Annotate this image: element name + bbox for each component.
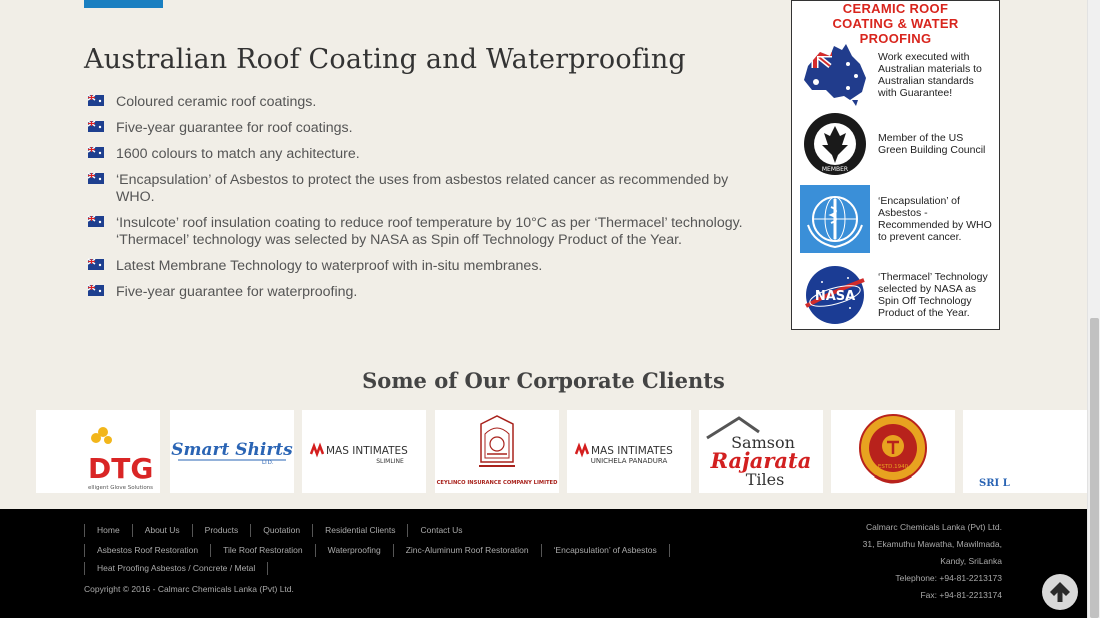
australia-flag-icon bbox=[88, 285, 104, 296]
footer bbox=[0, 509, 1087, 618]
svg-text:SRI L: SRI L bbox=[979, 478, 1010, 489]
footer-nav bbox=[84, 520, 724, 576]
side-text: Work executed with Australian materials to Australian standards with Guarantee! bbox=[878, 51, 982, 99]
australia-flag-icon bbox=[88, 173, 104, 184]
australia-flag-icon bbox=[88, 95, 104, 106]
australia-flag-icon bbox=[88, 216, 104, 227]
client-logo-ceylinco[interactable] bbox=[435, 410, 559, 493]
client-logo-finance[interactable] bbox=[831, 410, 955, 493]
svg-text:Rajarata: Rajarata bbox=[710, 448, 812, 473]
side-text: ‘Encapsulation’ of Asbestos - Recommended by WHO to prevent cancer. bbox=[878, 195, 992, 243]
footer-link-asbestos-roof-restoration[interactable]: Asbestos Roof Restoration bbox=[84, 544, 210, 557]
svg-text:NASA: NASA bbox=[814, 289, 856, 304]
side-banner[interactable] bbox=[791, 0, 1000, 330]
top-accent-bar bbox=[84, 0, 163, 8]
side-text: ‘Thermacel’ Technology selected by NASA as Spin Off Technology Product of the Year. bbox=[878, 271, 988, 319]
svg-text:Smart Shirts: Smart Shirts bbox=[171, 440, 293, 460]
nasa-logo-icon bbox=[799, 261, 871, 329]
clients-carousel[interactable] bbox=[84, 410, 1010, 494]
footer-link-waterproofing[interactable]: Waterproofing bbox=[315, 544, 393, 557]
list-item: Latest Membrane Technology to waterproof with in-situ membranes. bbox=[88, 258, 768, 275]
footer-link-quotation[interactable]: Quotation bbox=[250, 524, 312, 537]
who-logo-icon bbox=[799, 185, 871, 253]
footer-link-encapsulation[interactable]: ‘Encapsulation’ of Asbestos bbox=[541, 544, 670, 557]
australia-flag-icon bbox=[88, 259, 104, 270]
svg-text:UNICHELA PANADURA: UNICHELA PANADURA bbox=[590, 457, 668, 465]
australia-flag-icon bbox=[88, 147, 104, 158]
list-item: ‘Encapsulation’ of Asbestos to protect the uses from asbestos related cancer as recommended by WHO. bbox=[88, 172, 768, 206]
side-row-gbc bbox=[799, 110, 994, 178]
side-row-who bbox=[799, 185, 994, 253]
svg-text:MAS INTIMATES: MAS INTIMATES bbox=[591, 445, 673, 457]
footer-link-products[interactable]: Products bbox=[192, 524, 251, 537]
list-item: Five-year guarantee for waterproofing. bbox=[88, 284, 768, 301]
svg-text:ESTD.1940: ESTD.1940 bbox=[877, 464, 909, 470]
svg-text:CEYLINCO INSURANCE COMPANY LIM: CEYLINCO INSURANCE COMPANY LIMITED bbox=[436, 480, 558, 486]
svg-text:LTD.: LTD. bbox=[262, 460, 274, 466]
list-item: Coloured ceramic roof coatings. bbox=[88, 94, 768, 111]
address-line: 31, Ekamuthu Mawatha, Mawilmada, bbox=[862, 539, 1002, 549]
client-logo-smart-shirts[interactable] bbox=[170, 410, 294, 493]
feature-list bbox=[88, 94, 768, 310]
footer-link-about-us[interactable]: About Us bbox=[132, 524, 192, 537]
client-logo-mas-slimline[interactable] bbox=[302, 410, 426, 493]
svg-text:DTG: DTG bbox=[88, 452, 154, 485]
svg-text:Samson: Samson bbox=[731, 433, 795, 452]
address-line: Calmarc Chemicals Lanka (Pvt) Ltd. bbox=[865, 522, 1002, 532]
australia-flag-icon bbox=[88, 121, 104, 132]
australia-map-icon bbox=[799, 41, 871, 109]
copyright: Copyright © 2016 - Calmarc Chemicals Lanka (Pvt) Ltd. bbox=[84, 584, 294, 594]
green-building-council-icon bbox=[799, 110, 871, 178]
footer-link-residential-clients[interactable]: Residential Clients bbox=[312, 524, 407, 537]
company-address bbox=[863, 519, 1002, 604]
footer-link-zinc-aluminum[interactable]: Zinc-Aluminum Roof Restoration bbox=[393, 544, 541, 557]
list-item: Five-year guarantee for roof coatings. bbox=[88, 120, 768, 137]
telephone: Telephone: +94-81-2213173 bbox=[895, 573, 1002, 583]
side-row-australia bbox=[799, 41, 994, 109]
footer-link-tile-roof-restoration[interactable]: Tile Roof Restoration bbox=[210, 544, 315, 557]
side-text: Member of the US Green Building Council bbox=[878, 132, 986, 156]
list-item: 1600 colours to match any achitecture. bbox=[88, 146, 768, 163]
scroll-to-top-button[interactable] bbox=[1042, 574, 1078, 610]
fax: Fax: +94-81-2213174 bbox=[920, 590, 1002, 600]
footer-link-heat-proofing[interactable]: Heat Proofing Asbestos / Concrete / Metal bbox=[84, 562, 268, 575]
list-item: ‘Insulcote’ roof insulation coating to reduce roof temperature by 10°C as per ‘Thermacel’ technology. ‘Thermacel’ technology was selected by NASA as Spin off Technology Product of the Year. bbox=[88, 215, 768, 249]
scrollbar-thumb[interactable] bbox=[1090, 318, 1099, 618]
svg-text:MEMBER: MEMBER bbox=[821, 166, 849, 173]
page-title: Australian Roof Coating and Waterproofing bbox=[84, 44, 686, 75]
side-banner-title: CERAMIC ROOF COATING & WATER PROOFING bbox=[832, 1, 959, 46]
svg-text:SLIMLINE: SLIMLINE bbox=[376, 458, 404, 465]
svg-text:elligent Glove Solutions: elligent Glove Solutions bbox=[88, 485, 154, 491]
side-row-nasa bbox=[799, 261, 994, 329]
client-logo-mas-unichela[interactable] bbox=[567, 410, 691, 493]
svg-text:Tiles: Tiles bbox=[745, 470, 785, 489]
svg-text:MAS INTIMATES: MAS INTIMATES bbox=[326, 445, 408, 457]
arrow-up-icon bbox=[1047, 579, 1073, 605]
footer-link-contact-us[interactable]: Contact Us bbox=[407, 524, 474, 537]
client-logo-samson-rajarata[interactable] bbox=[699, 410, 823, 493]
page-scrollbar[interactable] bbox=[1087, 0, 1100, 618]
address-line: Kandy, SriLanka bbox=[940, 556, 1002, 566]
client-logo-dtg[interactable] bbox=[36, 410, 160, 493]
clients-section-title: Some of Our Corporate Clients bbox=[362, 368, 725, 393]
footer-link-home[interactable]: Home bbox=[84, 524, 132, 537]
client-logo-sri-lanka[interactable] bbox=[963, 410, 1087, 493]
